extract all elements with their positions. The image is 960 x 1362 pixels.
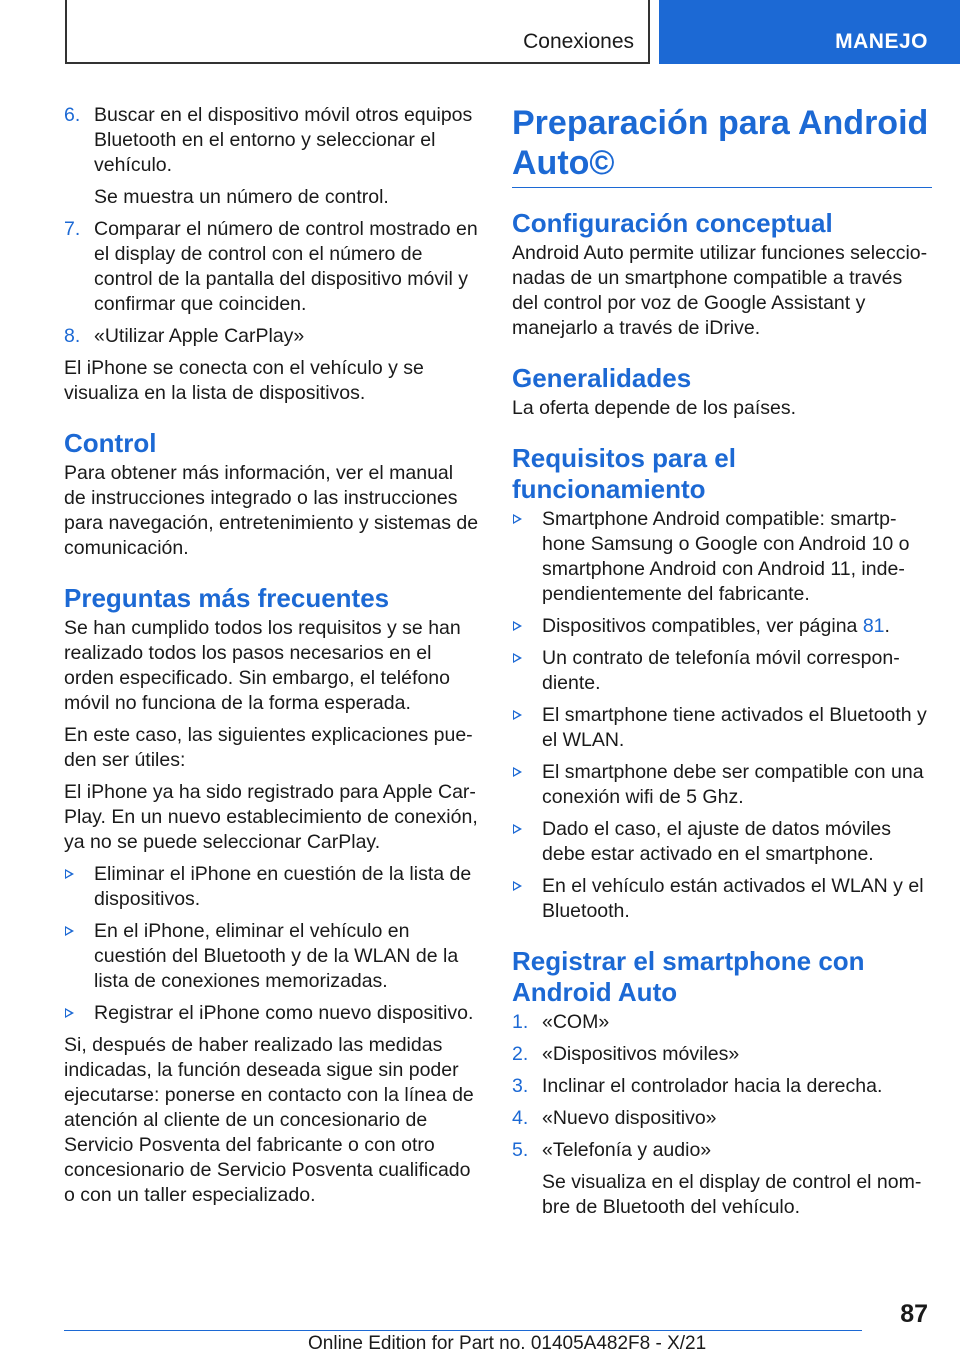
page-header [0, 0, 960, 66]
bullet-text: El smartphone debe ser compatible con una conexión wifi de 5 Ghz. [542, 761, 924, 808]
page-number: 87 [900, 1300, 928, 1328]
triangle-bullet-icon [513, 767, 522, 777]
right-column [512, 103, 932, 1227]
heading-control: Control [64, 428, 157, 458]
bullet-item [512, 646, 932, 696]
step-number: 4. [512, 1107, 529, 1129]
step-item [64, 103, 479, 210]
triangle-bullet-icon [513, 710, 522, 720]
bullet-item [64, 1001, 479, 1026]
step-number: 1. [512, 1011, 529, 1033]
bullet-text: En el vehículo están activados el WLAN y el Bluetooth. [542, 875, 924, 922]
step-number: 6. [64, 104, 81, 126]
heading-register: Registrar el smartphone con Android Auto [512, 946, 865, 1007]
triangle-bullet-icon [513, 514, 522, 524]
paragraph: Para obtener más información, ver el manual de instrucciones integrado o las instrucciones para navegación, entretenimiento y sistemas de comunicación. [64, 462, 479, 559]
step-text: Inclinar el controlador hacia la derecha. [542, 1075, 883, 1097]
bullet-item [64, 919, 479, 994]
step-number: 5. [512, 1139, 529, 1161]
heading-requirements: Requisitos para el funcionamiento [512, 443, 736, 504]
paragraph: Se han cumplido todos los requisitos y se han realizado todos los pasos necesarios en el orden especificado. Sin embargo, el teléfono móvil no funciona de la forma esperada. [64, 617, 461, 714]
paragraph: El iPhone se conecta con el vehículo y se visualiza en la lista de dispositivos. [64, 357, 424, 404]
bullet-text: Dado el caso, el ajuste de datos móviles debe estar activado en el smartphone. [542, 818, 892, 865]
bullet-text: Registrar el iPhone como nuevo dispositivo. [94, 1002, 474, 1024]
step-item [64, 324, 479, 349]
paragraph: El iPhone ya ha sido registrado para Apple CarPlay. En un nuevo establecimiento de conexión, ya no se puede seleccionar CarPlay. [64, 781, 478, 853]
page-reference-link[interactable]: 81 [862, 615, 885, 637]
triangle-bullet-icon [65, 869, 74, 879]
step-text: «Utilizar Apple CarPlay» [94, 325, 305, 347]
step-text: «Dispositivos móviles» [542, 1043, 740, 1065]
chapter-tab[interactable] [659, 0, 960, 64]
bullet-item [512, 614, 932, 639]
chapter-tab-label: MANEJO [835, 30, 928, 53]
step-item [512, 1106, 932, 1131]
step-number: 3. [512, 1075, 529, 1097]
bullet-text-part: Dispositivos compatibles, ver página [542, 615, 863, 637]
step-item [512, 1138, 932, 1220]
section-title: Conexiones [523, 30, 634, 53]
paragraph: Android Auto permite utilizar funciones seleccionadas de un smartphone compatible a través del control por voz de Google Assistant y manejarlo a través de iDrive. [512, 242, 928, 339]
paragraph: La oferta depende de los países. [512, 397, 797, 419]
bullet-text [542, 614, 932, 639]
paragraph: Si, después de haber realizado las medidas indicadas, la función deseada sigue sin poder ejecutarse: ponerse en contacto con la línea de atención al cliente de un concesionario de Servicio Posventa del fabricante o con otro concesionario de Servicio Posventa cualificado o con un taller especializado. [64, 1034, 474, 1206]
step-text: «COM» [542, 1011, 610, 1033]
left-column [64, 103, 479, 1215]
bullet-text: Un contrato de telefonía móvil correspondiente. [542, 647, 900, 694]
bullet-text-end: . [884, 615, 890, 637]
bullet-item [512, 760, 932, 810]
triangle-bullet-icon [65, 1008, 74, 1018]
bullet-item [512, 703, 932, 753]
section-header-box [65, 0, 650, 64]
footer-edition: Online Edition for Part no. 01405A482F8 - X/21 [308, 1333, 707, 1354]
triangle-bullet-icon [513, 881, 522, 891]
step-item [512, 1010, 932, 1035]
triangle-bullet-icon [65, 926, 74, 936]
bullet-item [512, 817, 932, 867]
step-text: «Telefonía y audio» [542, 1139, 712, 1161]
step-item [512, 1074, 932, 1099]
step-text: «Nuevo dispositivo» [542, 1107, 717, 1129]
step-number: 8. [64, 325, 81, 347]
step-result: Se muestra un número de control. [94, 186, 389, 208]
bullet-text: Eliminar el iPhone en cuestión de la lista de dispositivos. [94, 863, 472, 910]
bullet-text: El smartphone tiene activados el Bluetooth y el WLAN. [542, 704, 927, 751]
step-number: 7. [64, 218, 81, 240]
footer-divider [64, 1330, 862, 1331]
triangle-bullet-icon [513, 653, 522, 663]
step-item [512, 1042, 932, 1067]
heading-concept: Configuración conceptual [512, 208, 833, 238]
paragraph: En este caso, las siguientes explicaciones pueden ser útiles: [64, 724, 473, 771]
step-text: Buscar en el dispositivo móvil otros equipos Bluetooth en el entorno y seleccionar el vehículo. [94, 104, 473, 176]
bullet-item [512, 874, 932, 924]
bullet-item [64, 862, 479, 912]
triangle-bullet-icon [513, 621, 522, 631]
heading-faq: Preguntas más frecuentes [64, 583, 390, 613]
bullet-text: Smartphone Android compatible: smartphone Samsung o Google con Android 10 o smartphone Android con Android 11, independientemente del fabricante. [542, 508, 910, 605]
step-text: Comparar el número de control mostrado en el display de control con el número de control de la pantalla del dispositivo móvil y confirmar que coinciden. [94, 218, 478, 315]
bullet-item [512, 507, 932, 607]
heading-general: Generalidades [512, 363, 692, 393]
triangle-bullet-icon [513, 824, 522, 834]
step-number: 2. [512, 1043, 529, 1065]
step-result: Se visualiza en el display de control el nombre de Bluetooth del vehículo. [542, 1171, 922, 1218]
bullet-text: En el iPhone, eliminar el vehículo en cuestión del Bluetooth y de la WLAN de la lista de conexiones memorizadas. [94, 920, 459, 992]
step-item [64, 217, 479, 317]
heading-android-auto: Preparación para Android Auto© [512, 103, 932, 188]
